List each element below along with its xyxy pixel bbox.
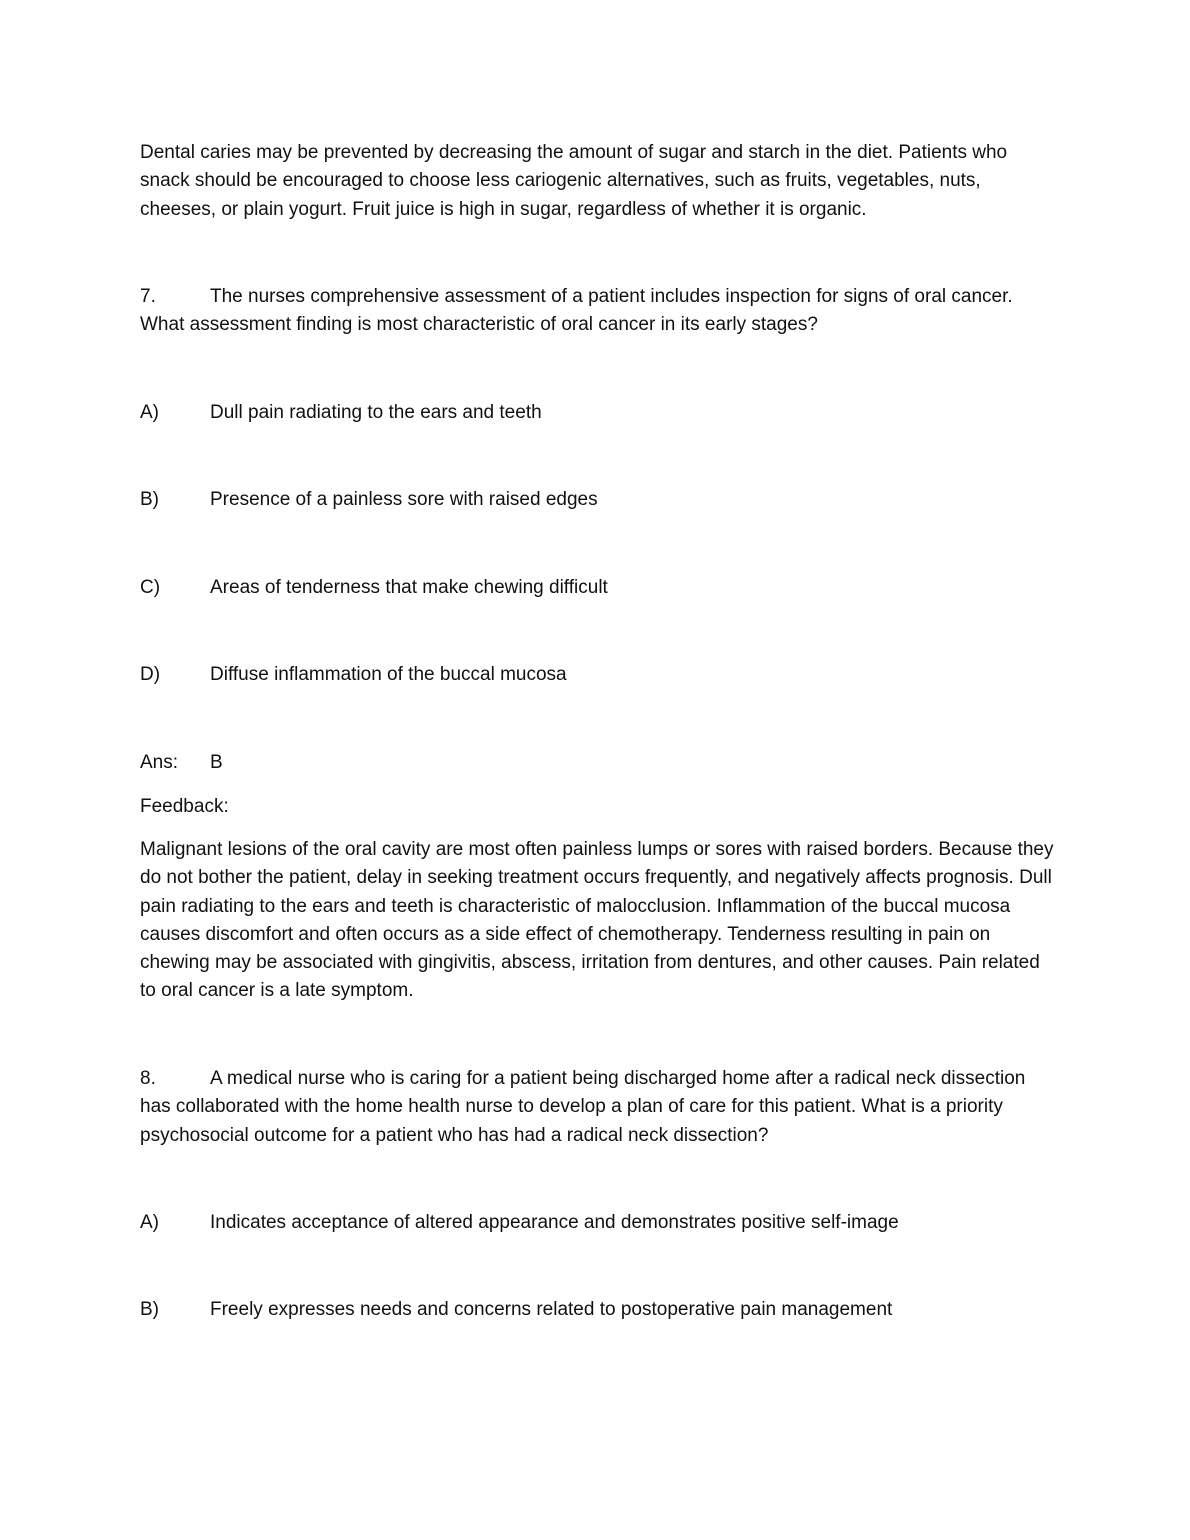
q7-feedback-text: Malignant lesions of the oral cavity are most often painless lumps or sores with raised borders. Because they do not bother the patient, delay in seeking treatment occurs frequently, and negatively affects prognosis. Dull pain radiating to the ears and teeth is characteristic of malocclusion. Inflammation of the buccal mucosa causes discomfort and often occurs as a side effect of chemotherapy. Tenderness resulting in pain on chewing may be associated with gingivitis, abscess, irritation from dentures, and other causes. Pain related to oral cancer is a late symptom. [140, 839, 1054, 1002]
q8-option-b-text: Freely expresses needs and concerns related to postoperative pain management [210, 1299, 893, 1320]
q7-option-d-text: Diffuse inflammation of the buccal mucosa [210, 664, 567, 685]
q7-option-a-text: Dull pain radiating to the ears and teeth [210, 402, 542, 423]
question-8 [140, 1065, 1055, 1150]
question-7 [140, 283, 1055, 340]
intro-paragraph: Dental caries may be prevented by decreasing the amount of sugar and starch in the diet. Patients who snack should be encouraged to choose less cariogenic alternatives, such as fruits, vegetables, nuts, cheeses, or plain yogurt. Fruit juice is high in sugar, regardless of whether it is organic. [140, 142, 1008, 220]
q7-feedback-label: Feedback: [140, 796, 229, 817]
q8-option-a-label: A) [140, 1212, 159, 1233]
q8-option-a-text: Indicates acceptance of altered appearance and demonstrates positive self-image [210, 1212, 899, 1233]
q7-option-d-label: D) [140, 664, 161, 685]
question-8-number: 8. [140, 1068, 156, 1089]
q7-answer-value: B [210, 752, 223, 773]
question-7-number: 7. [140, 286, 156, 307]
question-7-text: The nurses comprehensive assessment of a patient includes inspection for signs of oral cancer. What assessment finding is most characteristic of oral cancer in its early stages? [140, 286, 1013, 336]
q8-option-b-label: B) [140, 1299, 159, 1320]
q7-answer-label: Ans: [140, 752, 179, 773]
q7-option-b-text: Presence of a painless sore with raised edges [210, 489, 598, 510]
q7-option-b-label: B) [140, 489, 159, 510]
q7-option-c-label: C) [140, 577, 161, 598]
q7-option-c-text: Areas of tenderness that make chewing difficult [210, 577, 608, 598]
q7-option-a-label: A) [140, 402, 159, 423]
question-8-text: A medical nurse who is caring for a patient being discharged home after a radical neck dissection has collaborated with the home health nurse to develop a plan of care for this patient. What is a priority psychosocial outcome for a patient who has had a radical neck dissection? [140, 1068, 1026, 1146]
